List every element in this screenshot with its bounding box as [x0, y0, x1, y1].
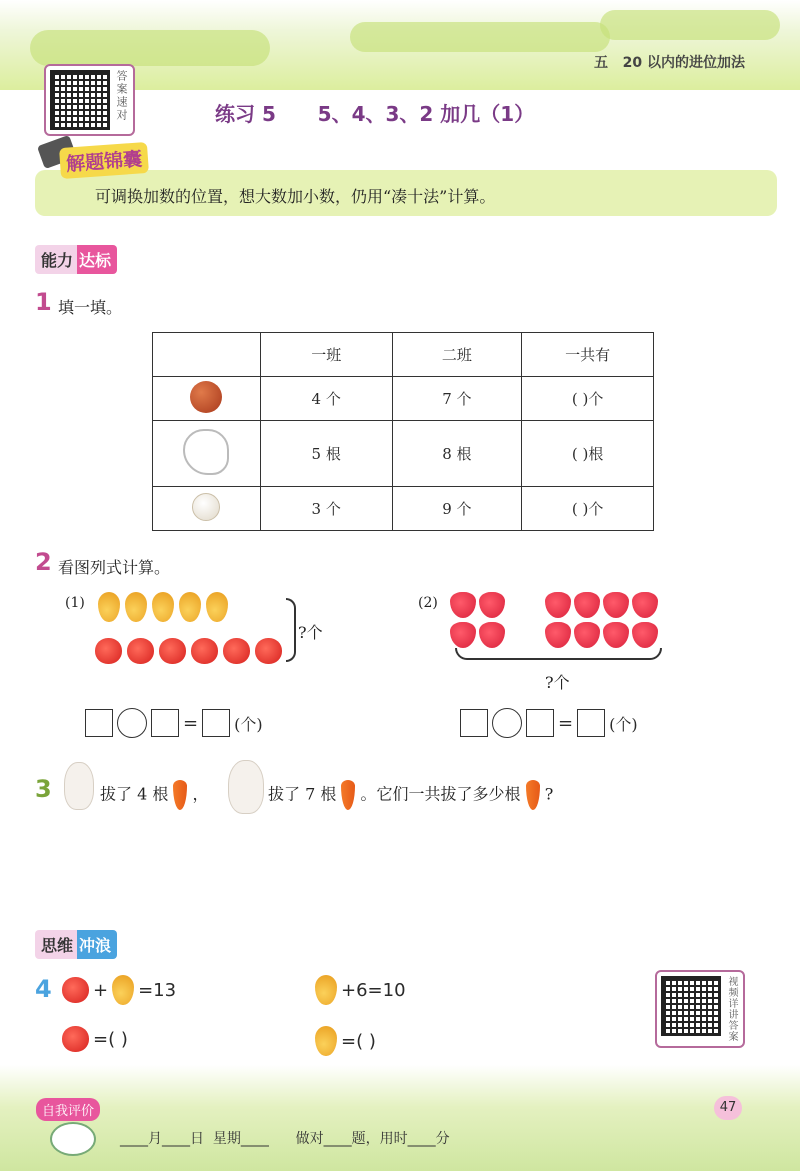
apple-icon — [159, 638, 186, 664]
part-label: (1) — [65, 595, 85, 611]
apple-icon — [255, 638, 282, 664]
strawberry-icon — [574, 592, 600, 618]
chapter-number: 五 — [594, 55, 609, 71]
carrot-icon — [173, 780, 187, 810]
strawberry-group — [450, 592, 505, 618]
table-cell: 7 个 — [392, 377, 522, 421]
rabbit-icon — [64, 762, 94, 810]
qr-code-icon — [661, 976, 721, 1036]
q4-answer-1[interactable] — [62, 1026, 128, 1052]
pear-icon — [125, 592, 147, 622]
answer-blank[interactable]: =( ) — [341, 1030, 376, 1052]
header-cloud — [30, 30, 270, 66]
question-text: 填一填。 — [58, 298, 123, 317]
section-label-b: 冲浪 — [77, 930, 117, 959]
question-mark-label: ?个 — [298, 623, 323, 642]
basketball-icon — [190, 381, 222, 413]
strawberry-icon — [479, 592, 505, 618]
apple-icon — [127, 638, 154, 664]
footer-band — [0, 1065, 800, 1171]
strawberry-group — [545, 592, 658, 618]
operator-circle[interactable] — [492, 708, 522, 738]
apple-icon — [223, 638, 250, 664]
apple-icon — [95, 638, 122, 664]
unit-label: (个) — [234, 714, 263, 734]
answer-cell[interactable]: ( )个 — [522, 377, 654, 421]
equation-1 — [85, 708, 263, 738]
part-label: (2) — [418, 595, 438, 611]
pear-icon — [179, 592, 201, 622]
eq-result: +6=10 — [341, 979, 406, 1001]
table-header-row — [153, 333, 654, 377]
pear-icon — [152, 592, 174, 622]
q3-part1: 拔了 4 根 — [100, 784, 169, 804]
eq-result: =13 — [138, 979, 177, 1001]
strawberry-group — [450, 622, 505, 648]
question-number: 2 — [35, 548, 52, 576]
strawberry-icon — [545, 592, 571, 618]
strawberry-icon — [450, 592, 476, 618]
mascot-icon — [50, 1122, 96, 1156]
qr-code-icon — [50, 70, 110, 130]
q3-part3: 。它们一共拔了多少根 — [360, 784, 521, 804]
strawberry-icon — [632, 592, 658, 618]
operator-circle[interactable] — [117, 708, 147, 738]
strawberry-icon — [450, 622, 476, 648]
qr-label: 答案速对 — [115, 70, 128, 122]
carrot-icon — [526, 780, 540, 810]
question-text: 看图列式计算。 — [58, 558, 171, 577]
table-row — [153, 487, 654, 531]
apple-row — [95, 638, 282, 664]
table-header: 一共有 — [522, 333, 654, 377]
question-number: 3 — [35, 775, 52, 803]
chapter-title: 20 以内的进位加法 — [622, 55, 745, 71]
tip-text: 可调换加数的位置，想大数加小数，仍用“凑十法”计算。 — [95, 187, 496, 206]
table-cell: 5 根 — [260, 421, 392, 487]
table-cell: 3 个 — [260, 487, 392, 531]
section-label-a: 思维 — [35, 930, 77, 959]
self-eval-line[interactable]: ____月____日 星期____ 做对____题，用时____分 — [120, 1131, 450, 1147]
chapter-heading — [594, 52, 745, 72]
answer-box[interactable] — [202, 709, 230, 737]
equals-sign: = — [183, 712, 199, 734]
rabbit-icon — [228, 760, 264, 814]
unit-label: (个) — [609, 714, 638, 734]
pear-icon — [315, 975, 337, 1005]
jump-rope-icon — [183, 429, 229, 475]
lesson-title: 练习 5 5、4、3、2 加几（1） — [215, 102, 535, 126]
answer-box[interactable] — [526, 709, 554, 737]
table-cell: 4 个 — [260, 377, 392, 421]
pear-icon — [98, 592, 120, 622]
table-cell — [153, 333, 261, 377]
q4-answer-2[interactable] — [315, 1026, 376, 1056]
strawberry-icon — [603, 622, 629, 648]
section-badge-ability — [35, 245, 117, 274]
section-badge-thinking — [35, 930, 117, 959]
answer-cell[interactable]: ( )个 — [522, 487, 654, 531]
table-header: 一班 — [260, 333, 392, 377]
apple-icon — [62, 977, 89, 1003]
header-cloud — [600, 10, 780, 40]
table-cell — [153, 421, 261, 487]
q3-end: ? — [544, 784, 554, 804]
answer-qr-code[interactable] — [44, 64, 135, 136]
video-qr-code[interactable] — [655, 970, 745, 1048]
pear-icon — [315, 1026, 337, 1056]
question-number: 4 — [35, 975, 52, 1003]
qr-label: 视频详讲答案 — [726, 976, 737, 1042]
strawberry-group — [545, 622, 658, 648]
answer-box[interactable] — [460, 709, 488, 737]
class-items-table — [152, 332, 654, 531]
apple-icon — [62, 1026, 89, 1052]
strawberry-icon — [574, 622, 600, 648]
apple-icon — [191, 638, 218, 664]
pear-icon — [206, 592, 228, 622]
question-number: 1 — [35, 288, 52, 316]
table-cell — [153, 377, 261, 421]
page-number: 47 — [714, 1096, 742, 1120]
table-header: 二班 — [392, 333, 522, 377]
bottom-brace — [455, 648, 662, 660]
q4-equation-2 — [315, 975, 406, 1005]
pear-row — [98, 592, 228, 622]
answer-cell[interactable]: ( )根 — [522, 421, 654, 487]
section-label-a: 能力 — [35, 245, 77, 274]
question-text — [268, 780, 553, 810]
table-cell: 8 根 — [392, 421, 522, 487]
carrot-icon — [341, 780, 355, 810]
plus-sign: + — [93, 979, 109, 1001]
answer-blank[interactable]: =( ) — [93, 1028, 128, 1050]
strawberry-icon — [603, 592, 629, 618]
table-cell: 9 个 — [392, 487, 522, 531]
right-brace — [286, 598, 296, 662]
table-row — [153, 421, 654, 487]
strawberry-icon — [632, 622, 658, 648]
strawberry-icon — [545, 622, 571, 648]
q3-comma: ， — [192, 784, 209, 804]
tip-label: 解题锦囊 — [59, 142, 149, 179]
answer-box[interactable] — [151, 709, 179, 737]
q4-equation-1 — [62, 975, 176, 1005]
answer-box[interactable] — [85, 709, 113, 737]
self-eval-label: 自我评价 — [36, 1098, 100, 1121]
equation-2 — [460, 708, 638, 738]
volleyball-icon — [192, 493, 220, 521]
section-label-b: 达标 — [77, 245, 117, 274]
table-cell — [153, 487, 261, 531]
question-mark-label: ?个 — [545, 673, 570, 692]
equals-sign: = — [558, 712, 574, 734]
question-text — [100, 780, 209, 810]
pear-icon — [112, 975, 134, 1005]
strawberry-icon — [479, 622, 505, 648]
answer-box[interactable] — [577, 709, 605, 737]
q3-part2: 拔了 7 根 — [268, 784, 337, 804]
table-row — [153, 377, 654, 421]
header-cloud — [350, 22, 610, 52]
